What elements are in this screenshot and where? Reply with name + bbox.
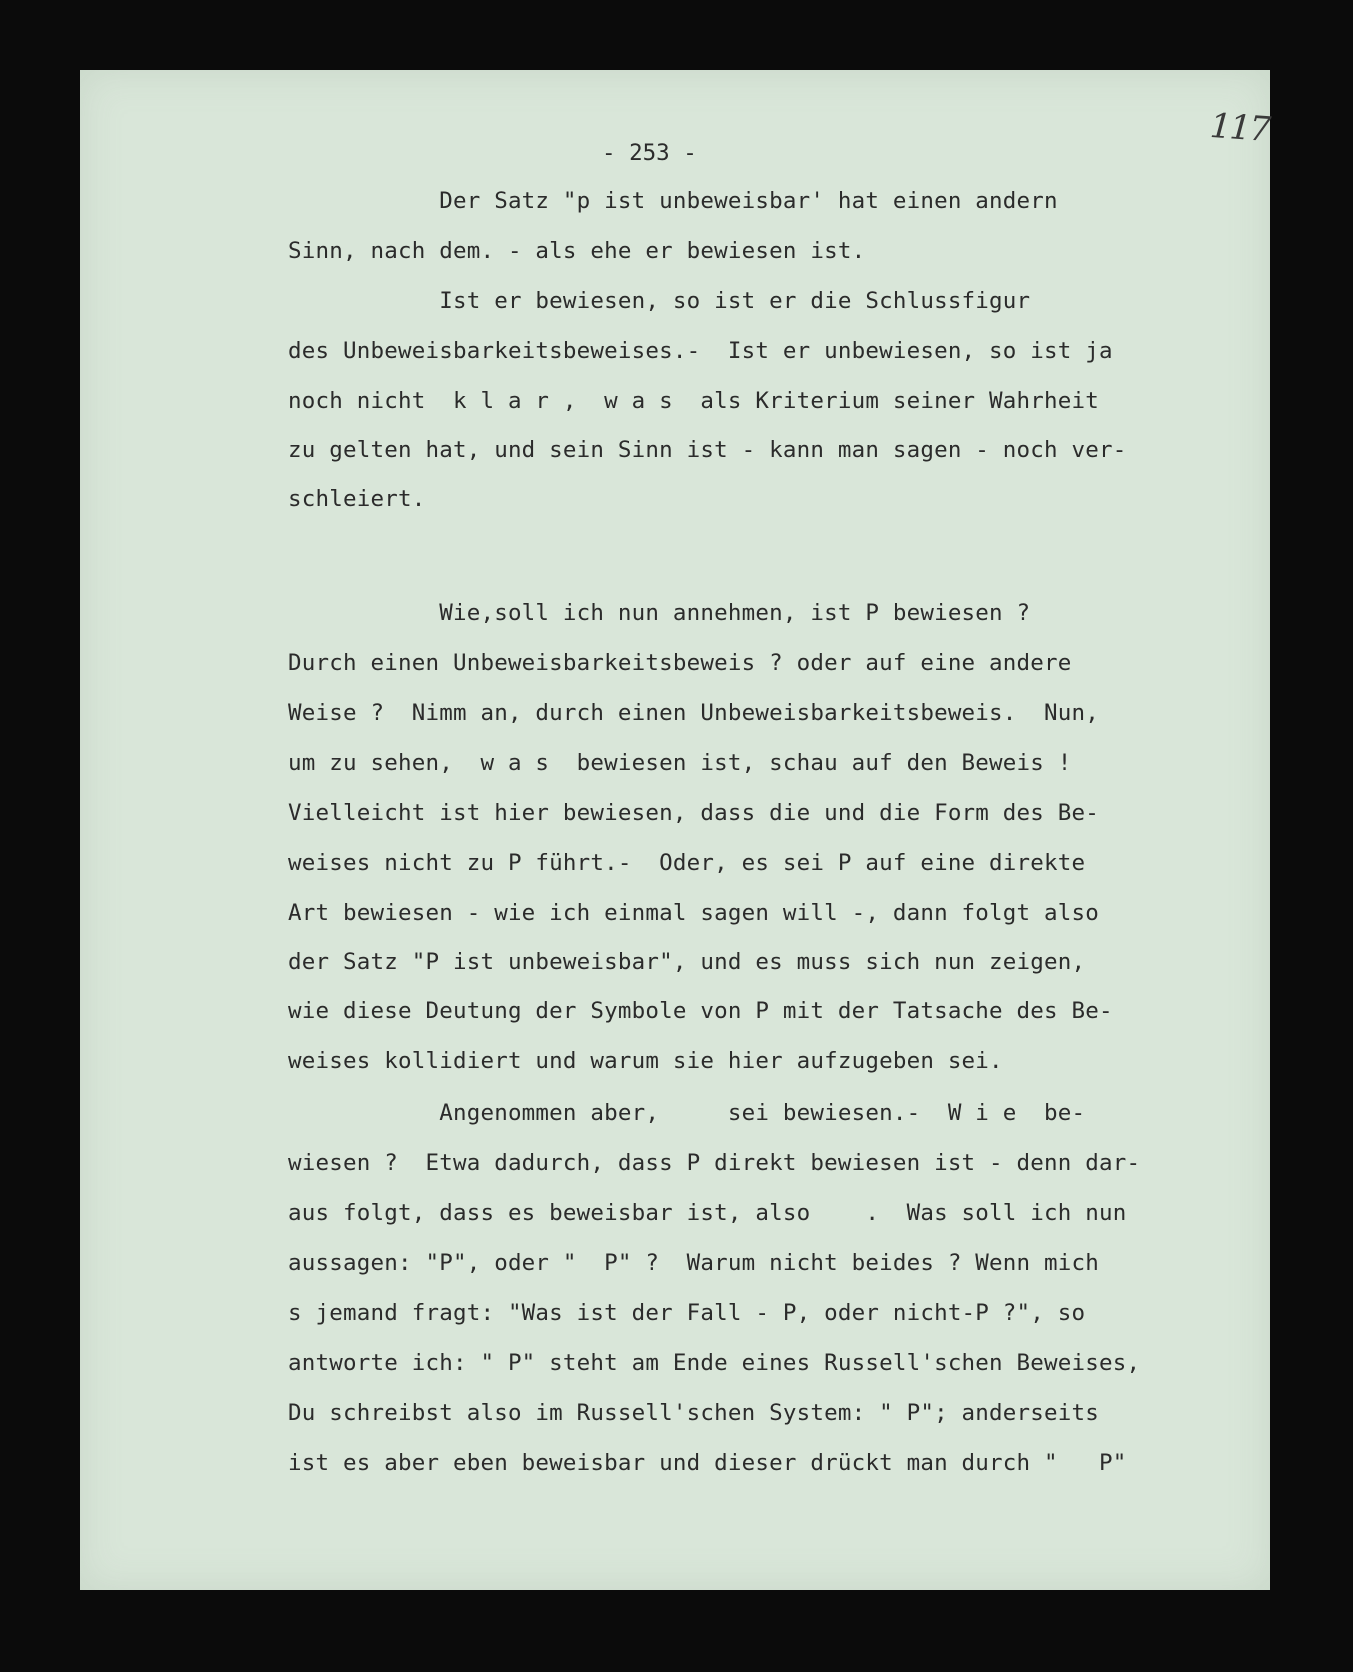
typed-line: aussagen: "P", oder " P" ? Warum nicht beides ? Wenn mich <box>288 1250 1100 1276</box>
typed-line: wie diese Deutung der Symbole von P mit der Tatsache des Be- <box>288 998 1113 1024</box>
folio-number: 117 <box>1208 105 1271 151</box>
typed-line: s jemand fragt: "Was ist der Fall - P, oder nicht-P ?", so <box>288 1300 1086 1326</box>
typed-line: noch nicht k l a r , w a s als Kriterium seiner Wahrheit <box>288 388 1100 414</box>
typed-line: aus folgt, dass es beweisbar ist, also . Was soll ich nun <box>288 1200 1127 1226</box>
page-number: - 253 - <box>602 140 697 166</box>
typed-line: ist es aber eben beweisbar und dieser drückt man durch " P" <box>288 1450 1127 1476</box>
typed-line: zu gelten hat, und sein Sinn ist - kann man sagen - noch ver- <box>288 437 1127 463</box>
typed-line: um zu sehen, w a s bewiesen ist, schau auf den Beweis ! <box>288 750 1072 776</box>
typed-line: der Satz "P ist unbeweisbar", und es muss sich nun zeigen, <box>288 949 1086 975</box>
typed-line: schleiert. <box>288 486 426 512</box>
typed-line: Vielleicht ist hier bewiesen, dass die und die Form des Be- <box>288 800 1100 826</box>
typed-line: Angenommen aber, sei bewiesen.- W i e be- <box>288 1100 1086 1126</box>
typed-line: Der Satz "p ist unbeweisbar' hat einen andern <box>288 188 1058 214</box>
typed-line: antworte ich: " P" steht am Ende eines Russell'schen Beweises, <box>288 1350 1141 1376</box>
typed-line: des Unbeweisbarkeitsbeweises.- Ist er unbewiesen, so ist ja <box>288 338 1113 364</box>
typed-line: weises nicht zu P führt.- Oder, es sei P auf eine direkte <box>288 850 1086 876</box>
typed-line: wiesen ? Etwa dadurch, dass P direkt bewiesen ist - denn dar- <box>288 1150 1141 1176</box>
typed-line: Du schreibst also im Russell'schen System: " P"; anderseits <box>288 1400 1100 1426</box>
typed-line: Art bewiesen - wie ich einmal sagen will -, dann folgt also <box>288 900 1100 926</box>
typed-line: weises kollidiert und warum sie hier aufzugeben sei. <box>288 1048 1003 1074</box>
typed-line: Sinn, nach dem. - als ehe er bewiesen ist. <box>288 238 866 264</box>
typed-line: Wie,soll ich nun annehmen, ist P bewiesen ? <box>288 600 1031 626</box>
typed-line: Durch einen Unbeweisbarkeitsbeweis ? oder auf eine andere <box>288 650 1072 676</box>
typed-line: Weise ? Nimm an, durch einen Unbeweisbarkeitsbeweis. Nun, <box>288 700 1100 726</box>
typed-line: Ist er bewiesen, so ist er die Schlussfigur <box>288 288 1031 314</box>
